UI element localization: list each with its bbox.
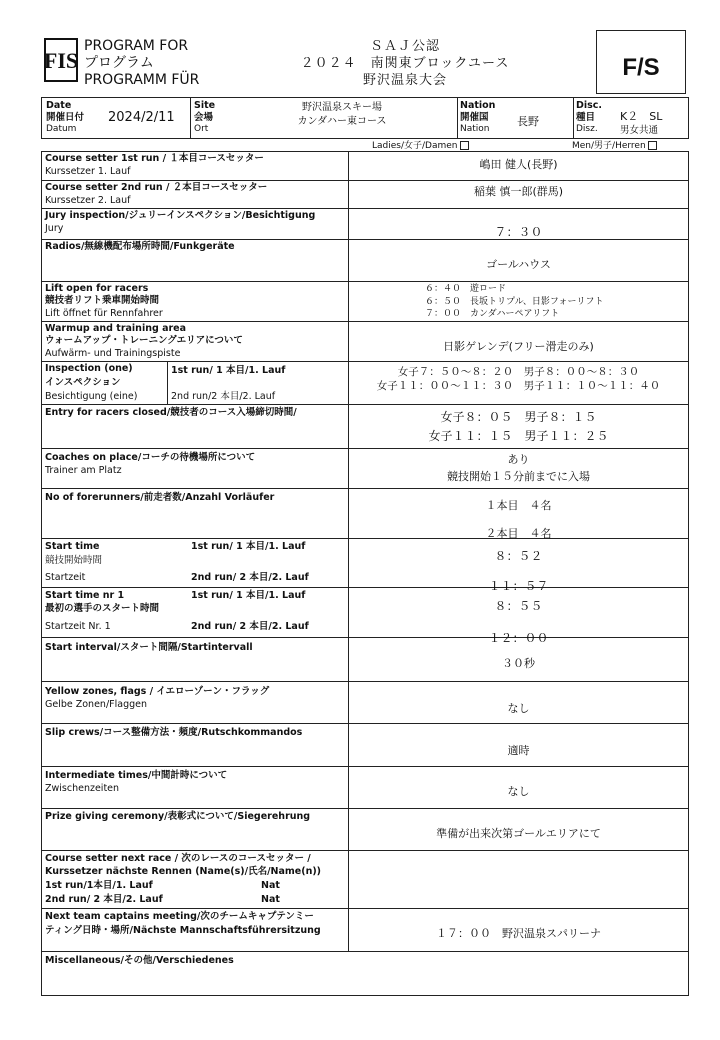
program-title-block [84, 38, 199, 89]
ladies-checkbox-label: Ladies/女子/Damen [372, 141, 469, 152]
nation-label: Nation 開催国 Nation [460, 100, 496, 134]
date-value: 2024/2/11 [108, 110, 175, 125]
row-start-time: Start time 競技開始時間 Startzeit 1st run/ 1 本目/1. Lauf 2nd run/ 2 本目/2. Lauf ８：５２ １１：５７ [41, 539, 689, 588]
row-warmup: Warmup and training area ウォームアップ・トレーニングエリアについて Aufwärm- und Trainingspiste 日影ゲレンデ(フリー滑走のみ) [41, 322, 689, 362]
men-checkbox-label: Men/男子/Herren [572, 141, 657, 152]
date-label: Date 開催日付 Datum [46, 100, 85, 134]
row-setter1: Course setter 1st run / １本目コースセッター Kurssetzer 1. Lauf 嶋田 健人(長野) [41, 151, 689, 181]
row-radios: Radios/無線機配布場所時間/Funkgeräte ゴールハウス [41, 240, 689, 282]
site-value: 野沢温泉スキー場 カンダハー東コース [297, 102, 387, 127]
row-intermediate: Intermediate times/中間計時について Zwischenzeiten なし [41, 767, 689, 809]
row-jury: Jury inspection/ジュリーインスペクション/Besichtigung Jury ７：３０ [41, 209, 689, 240]
row-start-nr1: Start time nr 1 最初の選手のスタート時間 Startzeit Nr. 1 1st run/ 1 本目/1. Lauf 2nd run/ 2 本目/2. Lauf ８：５５ １２：００ [41, 588, 689, 638]
program-de: PROGRAMM FÜR [84, 72, 200, 88]
program-en: PROGRAM FOR [84, 38, 189, 54]
event-title [280, 38, 530, 89]
row-yellow: Yellow zones, flags / イエローゾーン・フラッグ Gelbe Zonen/Flaggen なし [41, 682, 689, 724]
event-title-2: ２０２４ 南関東ブロックユース [300, 56, 510, 71]
svg-text:FIS: FIS [44, 48, 78, 73]
men-checkbox[interactable] [648, 141, 657, 150]
row-interval: Start interval/スタート間隔/Startintervall ３０秒 [41, 638, 689, 682]
disc-value: K２ SL 男女共通 [620, 110, 663, 136]
info-bar [41, 97, 689, 139]
row-setter2: Course setter 2nd run / ２本目コースセッター Kurssetzer 2. Lauf 稲葉 慎一郎(群馬) [41, 181, 689, 209]
svg-text:F/S: F/S [622, 54, 660, 81]
fis-logo-right [596, 30, 686, 94]
row-forerunners: No of forerunners/前走者数/Anzahl Vorläufer １本目 ４名 ２本目 ４名 [41, 489, 689, 539]
disc-label: Disc. 種目 Disz. [576, 100, 603, 134]
event-title-3: 野沢温泉大会 [362, 73, 447, 88]
site-label: Site 会場 Ort [194, 100, 216, 134]
row-team-meeting: Next team captains meeting/次のチームキャプテンミー ティング日時・場所/Nächste Mannschaftsführersitzung １７：００ 野沢温泉スパリーナ [41, 909, 689, 952]
fis-logo-left [44, 38, 78, 82]
row-prize: Prize giving ceremony/表彰式について/Siegerehrung 準備が出来次第ゴールエリアにて [41, 809, 689, 851]
nation-value: 長野 [517, 115, 539, 128]
event-title-1: ＳＡＪ公認 [369, 39, 440, 54]
row-inspection: Inspection (one) インスペクション Besichtigung (eine) 1st run/ 1 本目/1. Lauf 2nd run/2 本目/2. Lauf 女子７：５０～８：２０ 男子８：００～８：３０ 女子１１：００～１１：３０ 男子１１：１０～１１：４０ [41, 362, 689, 405]
row-slip: Slip crews/コース整備方法・頻度/Rutschkommandos 適時 [41, 724, 689, 767]
row-entry: Entry for racers closed/競技者のコース入場締切時間/ 女子８：０５ 男子８：１５ 女子１１：１５ 男子１１：２５ [41, 405, 689, 449]
row-lift: Lift open for racers 競技者リフト乗車開始時間 Lift öffnet für Rennfahrer ６：４０ 遊ロード ６：５０ 長坂トリプル、日影フォーリフト ７：００ カンダハーペアリフト [41, 282, 689, 322]
ladies-checkbox[interactable] [460, 141, 469, 150]
program-ja: プログラム [84, 55, 154, 71]
row-misc: Miscellaneous/その他/Verschiedenes [45, 955, 234, 966]
row-next-setter: Course setter next race / 次のレースのコースセッター / Kurssetzer nächste Rennen (Name(s)/氏名/Name(n)) 1st run/1本目/1. Lauf 2nd run/ 2 本目/2. Lauf Nat Nat [41, 851, 689, 909]
row-coaches: Coaches on place/コーチの待機場所について Trainer am Platz あり 競技開始１５分前までに入場 [41, 449, 689, 489]
